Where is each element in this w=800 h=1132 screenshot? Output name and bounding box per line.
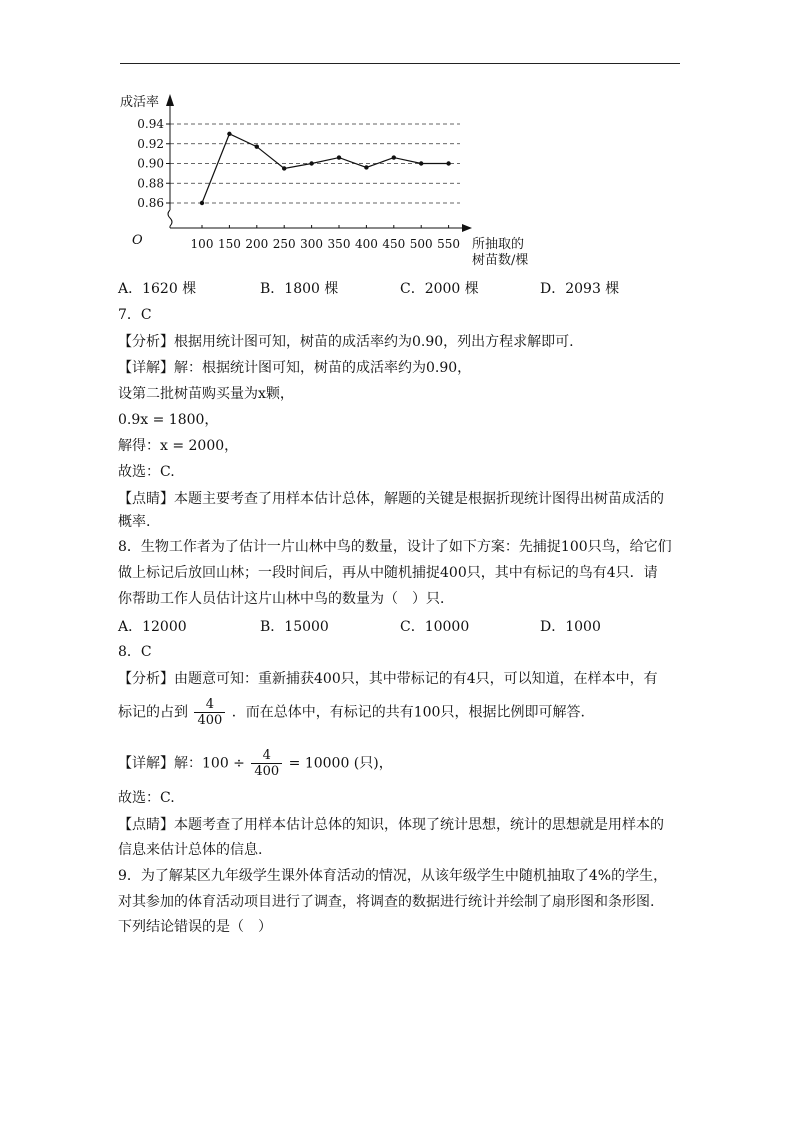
data-point-250 <box>282 166 286 170</box>
x-axis-title-line1: 所抽取的 <box>472 237 525 252</box>
q9-stem-3: 下列结论错误的是（ ） <box>118 919 272 935</box>
ytick-label-0.86: 0.86 <box>137 196 164 210</box>
q8-option-b: B．15000 <box>260 619 329 635</box>
grid-lines <box>170 124 460 203</box>
xtick-label-500: 500 <box>409 237 433 251</box>
ytick-label-0.88: 0.88 <box>137 176 164 191</box>
q7-choice: 故选：C. <box>118 464 175 480</box>
q7-detail: 【详解】解：根据统计图可知，树苗的成活率约为0.90， <box>118 360 472 376</box>
q8-option-a: A．12000 <box>118 619 187 635</box>
q7-comment-cont: 概率. <box>118 514 151 530</box>
x-axis-title-line2: 树苗数/棵 <box>472 253 529 268</box>
data-point-350 <box>337 155 341 159</box>
q8-choice: 故选：C. <box>118 790 175 806</box>
q8-comment-cont: 信息来估计总体的信息. <box>118 842 263 858</box>
data-point-500 <box>419 161 423 165</box>
data-point-150 <box>227 132 231 136</box>
xtick-label-100: 100 <box>190 237 214 251</box>
q6-option-a: A．1620 棵 <box>118 281 197 297</box>
q9-stem-1: 9．为了解某区九年级学生课外体育活动的情况，从该年级学生中随机抽取了4%的学生， <box>118 868 668 884</box>
xtick-label-250: 250 <box>272 237 296 251</box>
data-point-200 <box>255 145 259 149</box>
q8-answer: 8．C <box>118 644 152 660</box>
q7-solution: 解得：x = 2000， <box>118 438 239 454</box>
series-line <box>202 134 449 203</box>
q7-setup: 设第二批树苗购买量为x颗， <box>118 386 294 402</box>
survival-rate-chart <box>110 88 550 268</box>
data-point-550 <box>446 161 450 165</box>
x-axis-arrow <box>462 224 472 232</box>
origin-label: O <box>132 233 143 248</box>
xtick-label-300: 300 <box>300 237 324 251</box>
q8-stem-1: 8．生物工作者为了估计一片山林中鸟的数量，设计了如下方案：先捕捉100只鸟，给它们 <box>118 539 672 555</box>
xtick-label-350: 350 <box>327 237 351 251</box>
q6-option-c: C．2000 棵 <box>400 281 479 297</box>
q7-equation: 0.9x = 1800， <box>118 412 219 428</box>
data-point-400 <box>364 165 368 169</box>
q8-comment: 【点睛】本题考查了用样本估计总体的知识，体现了统计思想，统计的思想就是用样本的 <box>118 817 664 833</box>
xtick-label-200: 200 <box>245 237 269 251</box>
q8-stem-3: 你帮助工作人员估计这片山林中鸟的数量为（ ）只． <box>118 591 454 607</box>
ytick-label-0.90: 0.90 <box>137 156 164 171</box>
q7-comment: 【点睛】本题主要考查了用样本估计总体，解题的关键是根据折现统计图得出树苗成活的 <box>118 491 664 507</box>
y-axis-title: 成活率 <box>120 95 160 110</box>
ytick-label-0.92: 0.92 <box>137 136 164 151</box>
data-point-100 <box>200 201 204 205</box>
q8-option-c: C．10000 <box>400 619 470 635</box>
q8-stem-2: 做上标记后放回山林；一段时间后，再从中随机捕捉400只，其中有标记的鸟有4只．请 <box>118 565 658 581</box>
data-point-450 <box>392 155 396 159</box>
q7-answer: 7．C <box>118 307 152 323</box>
xtick-label-400: 400 <box>354 237 378 251</box>
q8-option-d: D．1000 <box>540 619 601 635</box>
top-rule <box>120 63 680 64</box>
axis-labels <box>120 94 528 268</box>
q6-option-b: B．1800 棵 <box>260 281 339 297</box>
q8-analysis: 【分析】由题意可知：重新捕获400只，其中带标记的有4只，可以知道，在样本中，有 <box>118 671 658 687</box>
ytick-label-0.94: 0.94 <box>137 117 164 131</box>
axis-break <box>168 210 172 226</box>
y-axis-arrow <box>166 94 174 106</box>
q9-stem-2: 对其参加的体育活动项目进行了调查，将调查的数据进行统计并绘制了扇形图和条形图. <box>118 894 655 910</box>
data-point-300 <box>309 161 313 165</box>
q6-option-d: D．2093 棵 <box>540 281 620 297</box>
q7-analysis: 【分析】根据用统计图可知，树苗的成活率约为0.90，列出方程求解即可. <box>118 334 574 350</box>
fraction-4-over-400: $\frac{4}{400}$ <box>194 697 225 728</box>
survival-rate-series <box>200 132 451 206</box>
xtick-label-150: 150 <box>217 237 241 251</box>
q8-analysis-cont: 标记的占到 $\frac{4}{400}$ ．而在总体中，有标记的共有100只，根据比例即可解答. <box>118 697 585 728</box>
xtick-label-550: 550 <box>437 237 461 251</box>
xtick-label-450: 450 <box>382 237 406 251</box>
q8-detail: 【详解】解：100 ÷ $\frac{4}{400}$ = 10000 (只)， <box>118 748 393 779</box>
fraction-4-over-400-detail: $\frac{4}{400}$ <box>251 748 282 779</box>
